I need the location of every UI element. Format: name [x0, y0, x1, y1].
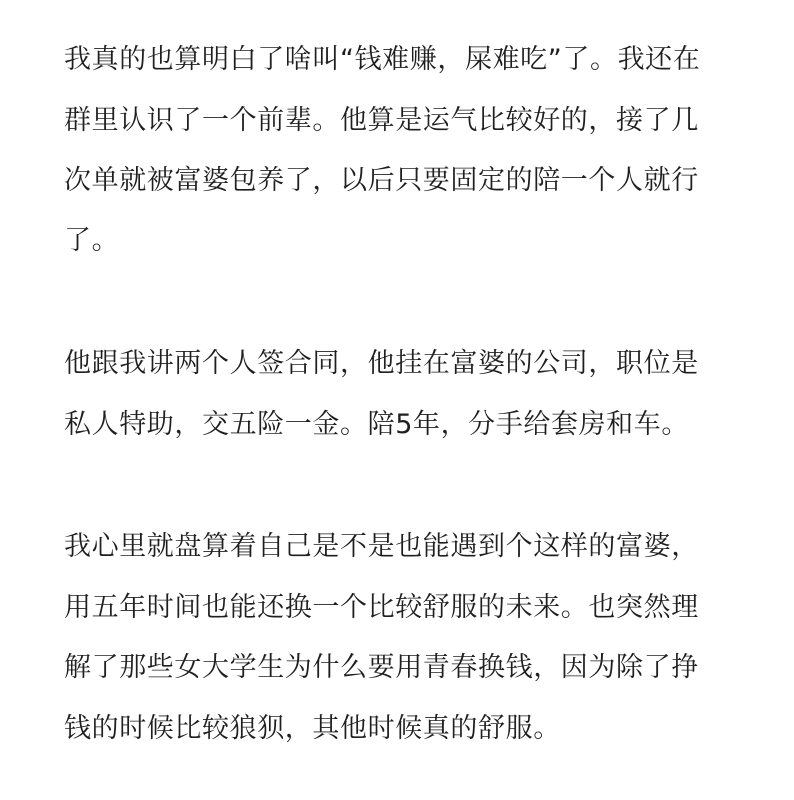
text-line: 群里认识了一个前辈。他算是运气比较好的，接了几: [64, 105, 699, 136]
text-line: 我真的也算明白了啥叫“钱难赚，屎难吃”了。我还在: [64, 44, 701, 75]
text-line: 了。: [64, 225, 120, 256]
text-line: 用五年时间也能还换一个比较舒服的未来。也突然理: [64, 592, 699, 623]
text-line: 解了那些女大学生为什么要用青春换钱，因为除了挣: [64, 652, 699, 683]
text-line: 他跟我讲两个人签合同，他挂在富婆的公司，职位是: [64, 348, 699, 379]
text-line: 次单就被富婆包养了，以后只要固定的陪一个人就行: [64, 165, 699, 196]
text-line: 我心里就盘算着自己是不是也能遇到个这样的富婆，: [64, 531, 699, 562]
text-line: 私人特助，交五险一金。陪5年，分手给套房和车。: [64, 409, 689, 440]
text-line: 钱的时候比较狼狈，其他时候真的舒服。: [64, 713, 561, 744]
